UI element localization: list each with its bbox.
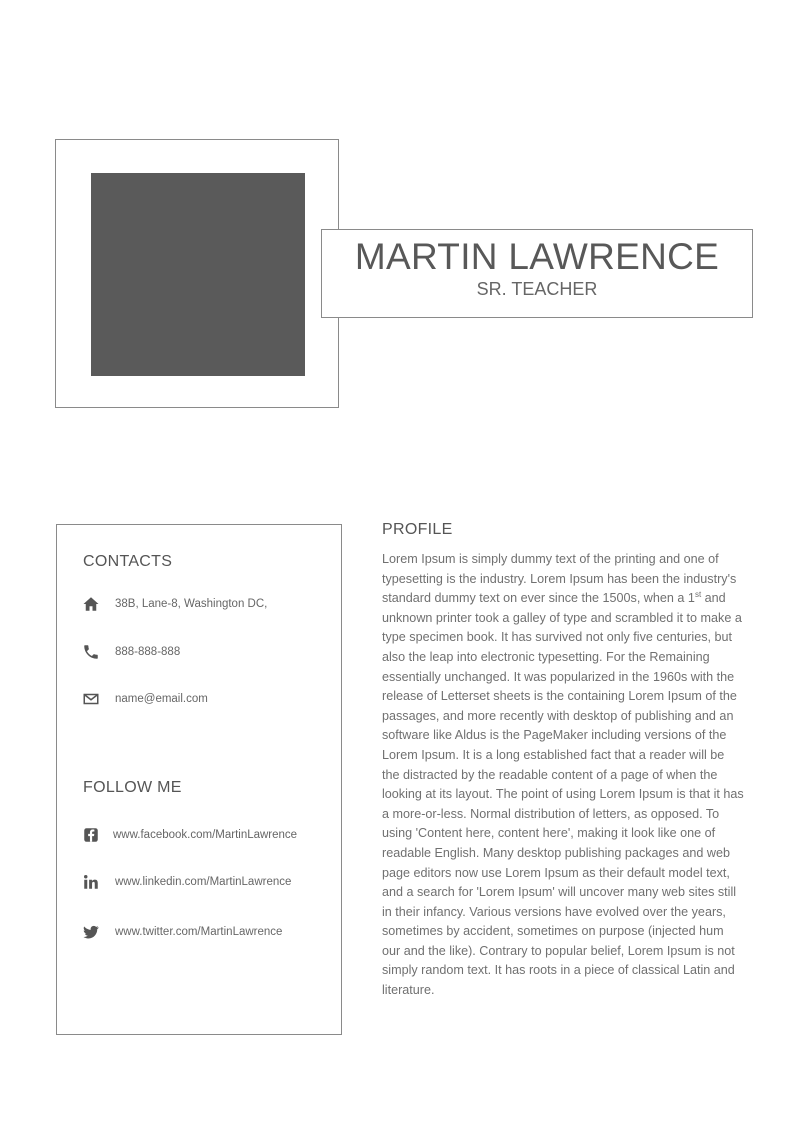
linkedin-icon bbox=[81, 872, 101, 892]
photo-frame bbox=[55, 139, 339, 408]
profile-text-part-1: Lorem Ipsum is simply dummy text of the printing and one of typesetting is the industry. Lorem Ipsum has been the industry's standard dummy text on ever since the 1500s, when a 1 bbox=[382, 552, 737, 606]
job-title: SR. TEACHER bbox=[476, 279, 598, 299]
profile-text-part-2: and unknown printer took a galley of type and scrambled it to make a type specimen book. It has survived not only five centuries, but also the leap into electronic typesetting. For the Remaining essentially unchanged. It was popularized in the 1960s with the release of Letterset sheets is the containing Lorem Ipsum of the passages, and more recently with desktop of publishing and an software like Aldus is the PageMaker including versions of the Lorem Ipsum. It is a long established fact that a reader will be the distracted by the readable content of a page of when the looking at its layout. The point of using Lorem Ipsum is that it has a more-or-less. Normal distribution of letters, as opposed. To using 'Content here, content here', making it look like one of readable English. Many desktop publishing packages and web page editors now use Lorem Ipsum as their default model text, and a search for 'Lorem Ipsum' will uncover many web sites still in their infancy. Various versions have evolved over the years, sometimes by accident, sometimes on purpose (injected hum our and the like). Contrary to popular belief, Lorem Ipsum is not simply random text. It has roots in a piece of classical Latin and literature. bbox=[382, 591, 744, 998]
phone-icon bbox=[81, 642, 101, 662]
twitter-icon bbox=[81, 922, 101, 942]
linkedin-url[interactable]: www.linkedin.com/MartinLawrence bbox=[115, 876, 292, 888]
twitter-url[interactable]: www.twitter.com/MartinLawrence bbox=[115, 926, 283, 938]
profile-superscript: st bbox=[694, 590, 702, 599]
mail-icon bbox=[81, 689, 101, 709]
profile-heading: PROFILE bbox=[382, 521, 453, 538]
email-text: name@email.com bbox=[115, 693, 208, 705]
facebook-url[interactable]: www.facebook.com/MartinLawrence bbox=[113, 829, 298, 841]
social-facebook bbox=[81, 825, 297, 845]
contact-phone bbox=[81, 642, 180, 662]
facebook-icon bbox=[81, 825, 101, 845]
profile-photo-placeholder bbox=[91, 173, 305, 376]
person-name: MARTIN LAWRENCE bbox=[354, 236, 720, 277]
follow-heading: FOLLOW ME bbox=[83, 779, 182, 796]
sidebar-box bbox=[56, 524, 342, 1035]
phone-text: 888-888-888 bbox=[115, 646, 181, 658]
name-box bbox=[321, 229, 753, 318]
contacts-heading: CONTACTS bbox=[83, 553, 173, 570]
contact-email bbox=[81, 689, 208, 709]
home-icon bbox=[81, 594, 101, 614]
social-twitter bbox=[81, 922, 282, 942]
profile-text bbox=[382, 550, 744, 1001]
address-text: 38B, Lane-8, Washington DC, bbox=[115, 598, 268, 610]
contact-address bbox=[81, 594, 267, 614]
social-linkedin bbox=[81, 872, 291, 892]
